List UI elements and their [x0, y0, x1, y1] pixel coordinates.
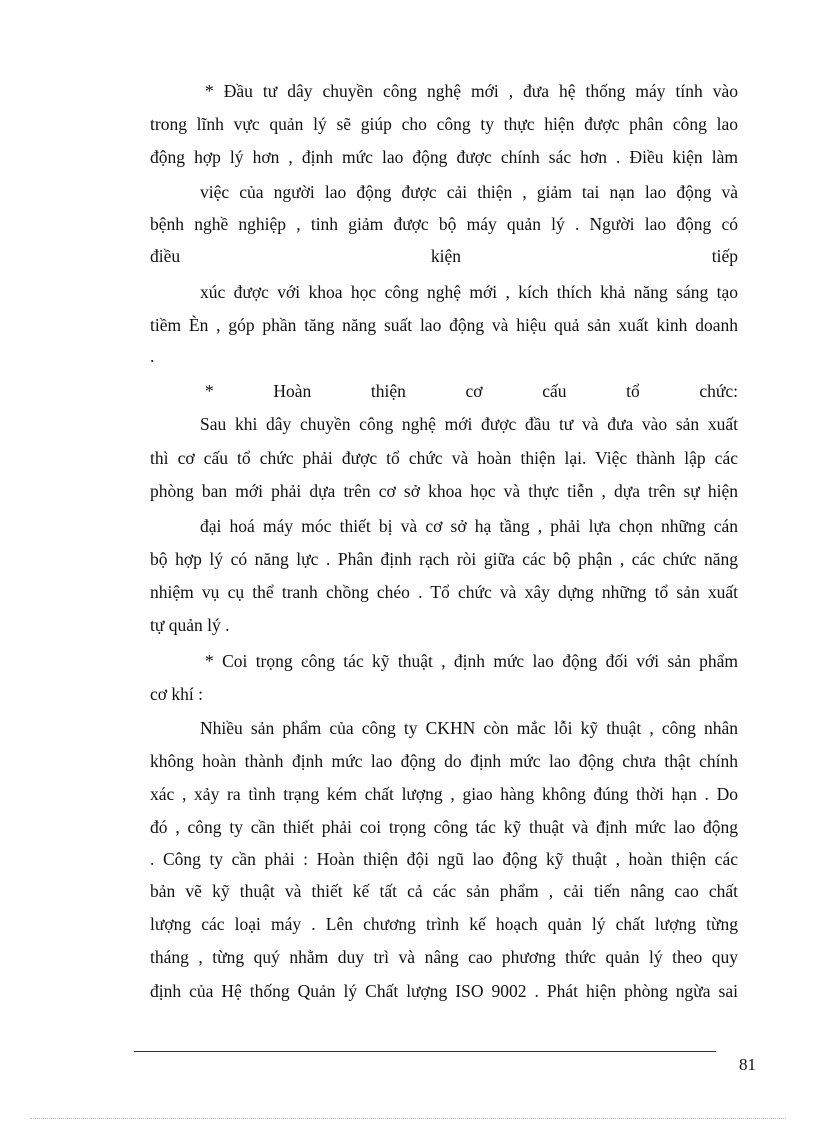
word: kiện — [430, 246, 462, 266]
text-line: tháng , từng quý nhằm duy trì và nâng cao phương thức quản lý theo quy — [150, 947, 738, 967]
text-line: Nhiều sản phẩm của công ty CKHN còn mắc lỗi kỹ thuật , công nhân — [200, 718, 738, 738]
text-line: trong lĩnh vực quản lý sẽ giúp cho công ty thực hiện được phân công lao — [150, 114, 738, 134]
text-line: việc của người lao động được cải thiện , giảm tai nạn lao động và — [200, 182, 738, 202]
text-line: . — [150, 346, 155, 366]
spread-line — [205, 380, 738, 402]
text-line: xác , xảy ra tình trạng kém chất lượng , giao hàng không đúng thời hạn . Do — [150, 784, 738, 804]
text-line: động hợp lý hơn , định mức lao động được chính sác hơn . Điều kiện làm — [150, 147, 738, 167]
text-line: lượng các loại máy . Lên chương trình kế hoạch quản lý chất lượng từng — [150, 914, 738, 934]
text-line: tiềm Èn , góp phần tăng năng suất lao động và hiệu quả sản xuất kinh doanh — [150, 315, 738, 335]
word: Hoàn — [273, 381, 312, 401]
text-line: nhiệm vụ cụ thể tranh chồng chéo . Tổ chức và xây dựng những tổ sản xuất — [150, 582, 738, 602]
text-line: . Công ty cần phải : Hoàn thiện đội ngũ lao động kỹ thuật , hoàn thiện các — [150, 849, 738, 869]
text-line: bộ hợp lý có năng lực . Phân định rạch ròi giữa các bộ phận , các chức năng — [150, 549, 738, 569]
text-line: không hoàn thành định mức lao động do định mức lao động chưa thật chính — [150, 751, 738, 771]
word: chức: — [699, 381, 738, 401]
text-line: đó , công ty cần thiết phải coi trọng công tác kỹ thuật và định mức lao động — [150, 817, 738, 837]
word: tổ — [626, 381, 640, 401]
text-line: phòng ban mới phải dựa trên cơ sở khoa học và thực tiễn , dựa trên sự hiện — [150, 481, 738, 501]
footer-rule — [134, 1051, 716, 1052]
text-line: * Đầu tư dây chuyền công nghệ mới , đưa hệ thống máy tính vào — [205, 81, 738, 101]
word: tiếp — [711, 246, 738, 266]
word: * — [205, 381, 214, 401]
text-line: đại hoá máy móc thiết bị và cơ sở hạ tầng , phải lựa chọn những cán — [200, 516, 738, 536]
page-number: 81 — [739, 1055, 756, 1074]
text-line: định của Hệ thống Quản lý Chất lượng ISO 9002 . Phát hiện phòng ngừa sai — [150, 981, 738, 1001]
spread-line — [150, 245, 738, 267]
text-line: bệnh nghề nghiệp , tinh giảm được bộ máy quản lý . Người lao động có — [150, 214, 738, 234]
text-line: * Coi trọng công tác kỹ thuật , định mức lao động đối với sản phẩm — [205, 651, 738, 671]
word: cấu — [542, 381, 567, 401]
text-line: Sau khi dây chuyền công nghệ mới được đầu tư và đưa vào sản xuất — [200, 414, 738, 434]
text-line: tự quản lý . — [150, 615, 230, 635]
text-line: xúc được với khoa học công nghệ mới , kích thích khả năng sáng tạo — [200, 282, 738, 302]
word: thiện — [370, 381, 406, 401]
text-line: thì cơ cấu tổ chức phải được tổ chức và hoàn thiện lại. Việc thành lập các — [150, 448, 738, 468]
word: cơ — [465, 381, 483, 401]
page-edge-dotted-line — [30, 1118, 786, 1119]
text-line: cơ khí : — [150, 684, 203, 704]
word: điều — [150, 246, 181, 266]
text-line: bản vẽ kỹ thuật và thiết kế tất cả các sản phẩm , cải tiến nâng cao chất — [150, 881, 738, 901]
